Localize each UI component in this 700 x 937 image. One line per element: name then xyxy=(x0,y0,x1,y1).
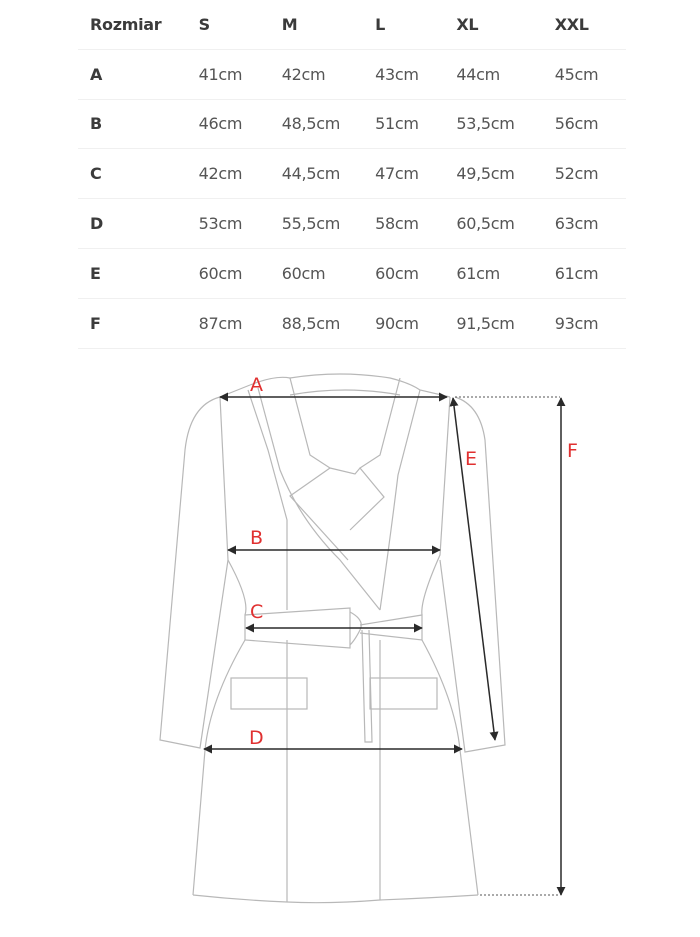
cell: 44cm xyxy=(444,49,542,99)
cell: 52cm xyxy=(543,149,626,199)
cell: 56cm xyxy=(543,99,626,149)
table-row xyxy=(78,99,626,149)
cell: 63cm xyxy=(543,199,626,249)
row-label: C xyxy=(78,149,187,199)
table-row xyxy=(78,248,626,298)
row-label: A xyxy=(78,49,187,99)
header-size: Rozmiar xyxy=(78,0,187,49)
cell: 87cm xyxy=(187,298,270,348)
cell: 48,5cm xyxy=(270,99,363,149)
garment-measurement-diagram xyxy=(0,350,700,933)
row-label: E xyxy=(78,248,187,298)
label-f: F xyxy=(567,440,578,462)
cell: 55,5cm xyxy=(270,199,363,249)
cell: 61cm xyxy=(543,248,626,298)
cell: 58cm xyxy=(363,199,444,249)
label-e: E xyxy=(465,448,478,470)
table-row xyxy=(78,199,626,249)
cell: 60cm xyxy=(187,248,270,298)
cell: 42cm xyxy=(187,149,270,199)
cell: 53cm xyxy=(187,199,270,249)
table-row xyxy=(78,49,626,99)
cell: 93cm xyxy=(543,298,626,348)
cell: 49,5cm xyxy=(444,149,542,199)
coat-outline-drawing xyxy=(0,350,700,933)
header-xl: XL xyxy=(444,0,542,49)
cell: 53,5cm xyxy=(444,99,542,149)
cell: 46cm xyxy=(187,99,270,149)
label-c: C xyxy=(250,601,264,623)
table-row xyxy=(78,298,626,348)
cell: 42cm xyxy=(270,49,363,99)
cell: 41cm xyxy=(187,49,270,99)
table-row xyxy=(78,149,626,199)
header-m: M xyxy=(270,0,363,49)
label-d: D xyxy=(249,727,264,749)
cell: 60cm xyxy=(363,248,444,298)
cell: 47cm xyxy=(363,149,444,199)
header-s: S xyxy=(187,0,270,49)
header-l: L xyxy=(363,0,444,49)
label-b: B xyxy=(250,527,264,549)
cell: 60cm xyxy=(270,248,363,298)
cell: 90cm xyxy=(363,298,444,348)
cell: 60,5cm xyxy=(444,199,542,249)
cell: 44,5cm xyxy=(270,149,363,199)
cell: 45cm xyxy=(543,49,626,99)
size-chart-table xyxy=(78,0,626,349)
cell: 91,5cm xyxy=(444,298,542,348)
header-xxl: XXL xyxy=(543,0,626,49)
row-label: F xyxy=(78,298,187,348)
cell: 51cm xyxy=(363,99,444,149)
row-label: B xyxy=(78,99,187,149)
label-a: A xyxy=(250,374,263,396)
cell: 43cm xyxy=(363,49,444,99)
cell: 88,5cm xyxy=(270,298,363,348)
row-label: D xyxy=(78,199,187,249)
table-header-row xyxy=(78,0,626,49)
cell: 61cm xyxy=(444,248,542,298)
